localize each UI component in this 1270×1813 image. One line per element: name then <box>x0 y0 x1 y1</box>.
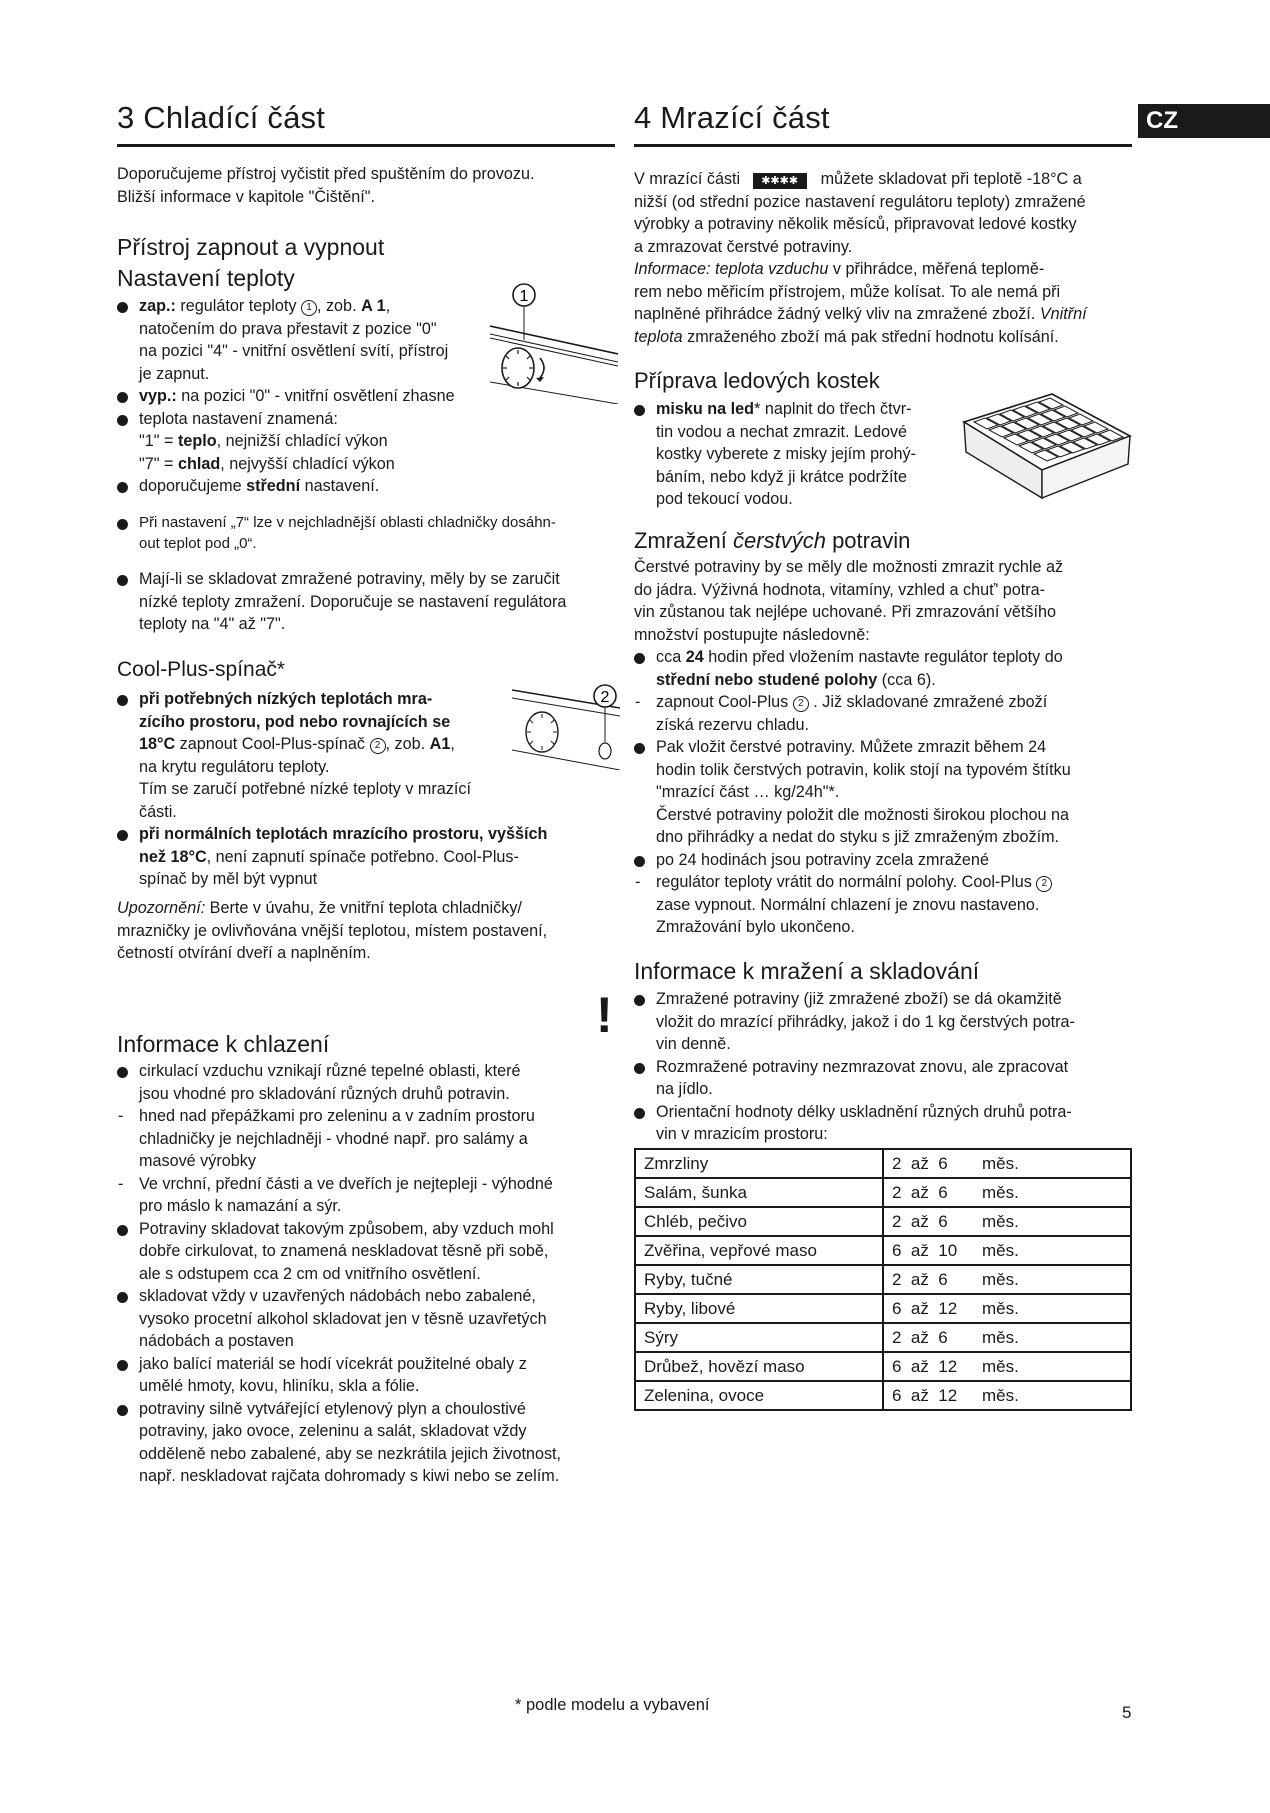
zap-label: zap.: <box>139 297 176 315</box>
storage-times-table <box>634 1148 1132 1411</box>
section-heading-fresh-freezing <box>634 528 910 554</box>
left-intro <box>117 163 534 208</box>
text: báním, nebo když ji krátce podržíte <box>656 467 908 486</box>
text: ale s odstupem cca 2 cm od vnitřního osvětlení. <box>139 1264 481 1283</box>
duration-range: 2 až 6 <box>892 1211 948 1231</box>
duration-unit: měs. <box>982 1240 1019 1260</box>
callout-number: 2 <box>1036 876 1052 892</box>
text: čerstvých <box>733 528 826 553</box>
text: 24 <box>685 648 704 666</box>
text: Při nastavení „7“ lze v nejchladnější oblasti chladničky dosáhn- <box>139 514 556 531</box>
duration-cell <box>883 1178 1131 1207</box>
list-item <box>117 385 517 408</box>
text: vin denně. <box>656 1035 731 1053</box>
text: doporučujeme <box>139 477 242 495</box>
warning-label: Upozornění: <box>117 899 206 917</box>
text: Čerstvé potraviny by se měly dle možnosti zmrazit rychle až <box>634 558 1064 576</box>
text: teplota <box>634 327 683 346</box>
left-title-rule <box>117 144 615 147</box>
figure-callout-label: 2 <box>600 689 610 706</box>
text: odděleně nebo zabalené, aby se nezkrátila jejich životnost, <box>139 1444 562 1463</box>
right-section-title: 4 Mrazící část <box>634 100 830 135</box>
four-star-icon: ✱✱✱✱ <box>753 173 807 189</box>
text: na pozici "0" - vnitřní osvětlení zhasne <box>181 387 455 405</box>
text: Zmražování bylo ukončeno. <box>656 918 855 936</box>
text: chlad <box>177 454 221 473</box>
text: pro máslo k namazání a sýr. <box>139 1197 342 1215</box>
section-heading-on-off: Přístroj zapnout a vypnout <box>117 234 385 260</box>
text: při potřebných nízkých teplotách mra- <box>139 690 433 708</box>
list-item <box>117 1060 627 1105</box>
list-item <box>117 1353 627 1398</box>
list-item <box>117 1398 627 1488</box>
page-number: 5 <box>1122 1703 1132 1722</box>
section-heading-cool-plus: Cool-Plus-spínač* <box>117 658 286 681</box>
table-row <box>635 1149 1131 1178</box>
text: zase vypnout. Normální chlazení je znovu nastaveno. <box>656 895 1040 914</box>
duration-cell <box>883 1207 1131 1236</box>
text: teplo <box>177 432 217 450</box>
text: Zmražení <box>634 528 734 553</box>
list-item <box>117 1173 627 1218</box>
table-row <box>635 1207 1131 1236</box>
text: a zmrazovat čerstvé potraviny. <box>634 237 853 256</box>
food-cell: Zmrzliny <box>635 1149 883 1178</box>
food-cell: Zelenina, ovoce <box>635 1381 883 1410</box>
text: regulátor teploty <box>180 297 297 315</box>
text: vložit do mrazící přihrádky, jakož i do 1 kg čerstvých potra- <box>656 1012 1075 1031</box>
ice-tray-figure <box>962 392 1132 504</box>
food-cell: Salám, šunka <box>635 1178 883 1207</box>
list-item <box>634 736 1134 849</box>
text: "7" = <box>139 454 174 473</box>
list-item <box>117 823 627 891</box>
duration-unit: měs. <box>982 1385 1019 1405</box>
duration-unit: měs. <box>982 1298 1019 1318</box>
text: jsou vhodné pro skladování různých druhů potravin. <box>139 1084 510 1103</box>
text: střední <box>246 477 301 495</box>
section-heading-ice-cubes: Příprava ledových kostek <box>634 368 880 393</box>
duration-cell <box>883 1323 1131 1352</box>
duration-range: 2 až 6 <box>892 1327 948 1347</box>
text: množství postupujte následovně: <box>634 625 870 644</box>
text: out teplot pod „0“. <box>139 535 257 552</box>
duration-unit: měs. <box>982 1182 1019 1202</box>
footnote: * podle modelu a vybavení <box>515 1696 710 1714</box>
list-item <box>634 988 1134 1056</box>
list-item <box>117 512 627 554</box>
text: chladničky je nejchladněji - vhodné např. pro salámy a <box>139 1129 528 1148</box>
text: "1" = <box>139 432 174 450</box>
text: - hned nad přepážkami pro zeleninu a v zadním prostoru <box>139 1107 535 1125</box>
list-item <box>117 408 517 476</box>
text: na jídlo. <box>656 1080 713 1098</box>
list-item: zap.: regulátor teploty 1 , zob. A 1, natočením do prava přestavit z pozice "0" na pozici "4" - vnitřní osvětlení svítí, přístroj je zapnut. <box>117 295 517 385</box>
text: potraviny silně vytvářející etylenový plyn a choulostivé <box>139 1399 526 1418</box>
cooling-info-list <box>117 1060 627 1488</box>
text: Mají-li se skladovat zmražené potraviny, měly by se zaručit <box>139 570 560 588</box>
text: Potraviny skladovat takovým způsobem, aby vzduch mohl <box>139 1219 554 1238</box>
duration-unit: měs. <box>982 1211 1019 1231</box>
text: potravin <box>825 528 911 553</box>
section-heading-cooling-info: Informace k chlazení <box>117 1031 330 1057</box>
food-cell: Zvěřina, vepřové maso <box>635 1236 883 1265</box>
text: 18°C <box>139 735 176 753</box>
table-row <box>635 1352 1131 1381</box>
duration-range: 6 až 12 <box>892 1298 958 1318</box>
section-heading-storage-info: Informace k mražení a skladování <box>634 958 980 984</box>
callout-number: 2 <box>370 738 386 754</box>
figure-ref: A1 <box>429 735 451 753</box>
left-section-title: 3 Chladící část <box>117 100 326 135</box>
right-title-rule <box>634 144 1132 147</box>
duration-unit: měs. <box>982 1356 1019 1376</box>
text: masové výrobky <box>139 1152 256 1170</box>
text: je zapnut. <box>139 364 210 383</box>
list-item <box>634 691 1134 736</box>
duration-unit: měs. <box>982 1269 1019 1289</box>
temperature-regulator-figure <box>490 282 618 404</box>
table-row <box>635 1323 1131 1352</box>
food-cell: Chléb, pečivo <box>635 1207 883 1236</box>
figure-ref: A 1 <box>361 297 386 315</box>
list-item <box>634 1101 1134 1146</box>
duration-range: 2 až 6 <box>892 1269 948 1289</box>
text: na pozici "4" - vnitřní osvětlení svítí, přístroj <box>139 342 449 360</box>
text: na krytu regulátoru teploty. <box>139 757 330 776</box>
text: hodin před vložením nastavte regulátor teploty do <box>708 648 1063 666</box>
text: Orientační hodnoty délky uskladnění různých druhů potra- <box>656 1102 1072 1121</box>
text: naplněné přihrádce žádný velký vliv na zmražené zboží. <box>634 305 1036 323</box>
text: , není zapnutí spínače potřebno. Cool-Plus- <box>206 847 519 866</box>
text: mrazničky je ovlivňována vnější teplotou, místem postavení, <box>117 921 548 940</box>
storage-info-list <box>634 988 1134 1146</box>
text: cca <box>656 648 682 666</box>
duration-unit: měs. <box>982 1327 1019 1347</box>
setting-1 <box>139 430 517 453</box>
text: "mrazící část … kg/24h"*. <box>656 783 840 801</box>
text: V mrazící části <box>634 170 741 188</box>
text: dno přihrádky a nedat do styku s již zmraženým zbožím. <box>656 828 1060 846</box>
list-item <box>634 1056 1134 1101</box>
cool-plus-figure <box>512 680 620 770</box>
text: nižší (od střední pozice nastavení regulátoru teploty) zmražené <box>634 192 1086 211</box>
duration-cell <box>883 1236 1131 1265</box>
text: * naplnit do třech čtvr- <box>754 400 912 418</box>
text: po 24 hodinách jsou potraviny zcela zmražené <box>656 850 989 869</box>
fresh-steps-list <box>634 646 1134 939</box>
note-7-list <box>117 512 627 554</box>
duration-range: 6 až 12 <box>892 1356 958 1376</box>
list-item <box>634 871 1134 939</box>
food-cell: Sýry <box>635 1323 883 1352</box>
text: Informace: teplota vzduchu <box>634 260 829 278</box>
text: nádobách a postaven <box>139 1332 294 1350</box>
freezer-intro <box>634 168 1134 348</box>
text: (cca 6). <box>877 670 936 689</box>
text: četností otvírání dveří a naplněním. <box>117 944 371 962</box>
text: zmraženého zboží má pak střední hodnotu kolísání. <box>682 327 1059 346</box>
text: potraviny, jako ovoce, zeleninu a salát, skladovat vždy <box>139 1422 527 1440</box>
text: vysoko procetní alkohol skladovat jen v těsně uzavřetých <box>139 1309 547 1328</box>
text: Vnitřní <box>1039 305 1087 323</box>
text: do jádra. Výživná hodnota, vitamíny, vzhled a chuť' potra- <box>634 580 1046 599</box>
setting-7 <box>139 453 517 476</box>
language-badge: CZ <box>1138 104 1270 138</box>
text: natočením do prava přestavit z pozice "0" <box>139 319 437 338</box>
text: např. neskladovat rajčata dohromady s kiwi nebo se zelím. <box>139 1467 560 1485</box>
text: vin zůstanou tak nejlépe uchované. Při zmrazování většího <box>634 603 1057 621</box>
text: kostky vyberete z misky jejím prohý- <box>656 445 916 463</box>
list-item <box>117 475 517 498</box>
text: rem nebo měřicím přístrojem, může kolísat. To ale nemá při <box>634 282 1061 301</box>
duration-range: 2 až 6 <box>892 1182 948 1202</box>
text: , zob. <box>385 735 426 753</box>
text: regulátor teploty vrátit do normální polohy. Cool-Plus <box>656 873 1032 891</box>
text: , zob. <box>316 297 357 315</box>
frozen-note-list <box>117 568 627 636</box>
text: Tím se zaručí potřebné nízké teploty v mrazící <box>139 780 471 798</box>
text: misku na led <box>656 400 755 418</box>
duration-unit: měs. <box>982 1153 1019 1173</box>
text: můžete skladovat při teplotě -18°C a <box>820 170 1082 188</box>
table-row <box>635 1265 1131 1294</box>
duration-cell <box>883 1381 1131 1410</box>
text: hodin tolik čerstvých potravin, kolik stojí na typovém štítku <box>656 760 1071 779</box>
duration-range: 6 až 12 <box>892 1385 958 1405</box>
text: , <box>450 735 455 753</box>
text: výrobky a potraviny několik měsíců, připravovat ledové kostky <box>634 215 1077 233</box>
table-row <box>635 1294 1131 1323</box>
text: nastavení. <box>304 477 380 495</box>
list-item <box>117 568 627 636</box>
duration-cell <box>883 1265 1131 1294</box>
text: , nejnižší chladící výkon <box>216 432 388 450</box>
ice-cube-list <box>634 398 934 511</box>
duration-cell <box>883 1149 1131 1178</box>
text: zapnout Cool-Plus-spínač <box>179 735 366 753</box>
vyp-label: vyp.: <box>139 387 177 405</box>
list-item <box>634 849 1134 872</box>
text: části. <box>139 802 177 821</box>
table-row <box>635 1178 1131 1207</box>
list-item <box>117 1105 627 1173</box>
text: nízké teploty zmražení. Doporučuje se nastavení regulátora <box>139 592 567 611</box>
text: Rozmražené potraviny nezmrazovat znovu, ale zpracovat <box>656 1057 1069 1076</box>
food-cell: Ryby, tučné <box>635 1265 883 1294</box>
food-cell: Drůbež, hovězí maso <box>635 1352 883 1381</box>
text: teploty na "4" až "7". <box>139 615 286 633</box>
duration-cell <box>883 1294 1131 1323</box>
list-item <box>117 1285 627 1353</box>
intro-line: Bližší informace v kapitole "Čištění". <box>117 187 375 206</box>
text: jako balící materiál se hodí vícekrát použitelné obaly z <box>139 1354 527 1373</box>
text: dobře cirkulovat, to znamená neskladovat těsně při sobě, <box>139 1242 549 1260</box>
list-item <box>634 646 1134 691</box>
text: , nejvyšší chladící výkon <box>220 454 395 473</box>
text: Zmražené potraviny (již zmražené zboží) se dá okamžitě <box>656 990 1062 1008</box>
text: skladovat vždy v uzavřených nádobách nebo zabalené, <box>139 1287 536 1305</box>
text: umělé hmoty, kovu, hliníku, skla a fólie. <box>139 1377 420 1395</box>
text: zícího prostoru, pod nebo rovnajících se <box>139 712 451 731</box>
text: Berte v úvahu, že vnitřní teplota chladničky/ <box>205 899 522 917</box>
text: . Již skladované zmražené zboží <box>813 693 1048 711</box>
intro-line: Doporučujeme přístroj vyčistit před spuštěním do provozu. <box>117 165 535 183</box>
on-off-list <box>117 295 517 498</box>
callout-number: 1 <box>301 300 317 316</box>
food-cell: Ryby, libové <box>635 1294 883 1323</box>
section-heading-temperature: Nastavení teploty <box>117 265 295 291</box>
callout-number: 2 <box>793 696 809 712</box>
text: při normálních teplotách mrazícího prostoru, vyšších <box>139 825 548 843</box>
text: spínač by měl být vypnut <box>139 870 318 888</box>
text: Pak vložit čerstvé potraviny. Můžete zmrazit během 24 <box>656 738 1047 756</box>
text: střední nebo studené polohy <box>656 670 878 689</box>
text: pod tekoucí vodou. <box>656 490 793 508</box>
figure-callout-label: 1 <box>519 288 529 305</box>
table-row <box>635 1381 1131 1410</box>
list-item <box>634 398 934 511</box>
list-item <box>117 1218 627 1286</box>
text: cirkulací vzduchu vznikají různé tepelné oblasti, které <box>139 1062 521 1080</box>
duration-range: 2 až 6 <box>892 1153 948 1173</box>
warning-exclamation-icon: ! <box>596 987 613 1043</box>
text: získá rezervu chladu. <box>656 715 809 734</box>
text: Čerstvé potraviny položit dle možnosti širokou plochou na <box>656 805 1069 824</box>
text: v přihrádce, měřená teplomě- <box>828 260 1045 278</box>
duration-cell <box>883 1352 1131 1381</box>
fresh-intro <box>634 556 1134 646</box>
text: tin vodou a nechat zmrazit. Ledové <box>656 422 908 441</box>
table-row <box>635 1236 1131 1265</box>
text: vin v mrazicím prostoru: <box>656 1125 828 1143</box>
text: - Ve vrchní, přední části a ve dveřích je nejtepleji - výhodné <box>139 1174 553 1193</box>
text: teplota nastavení znamená: <box>139 409 338 428</box>
text: zapnout Cool-Plus <box>656 693 789 711</box>
text: než 18°C <box>139 847 207 866</box>
duration-range: 6 až 10 <box>892 1240 958 1260</box>
warning-note <box>117 897 627 965</box>
